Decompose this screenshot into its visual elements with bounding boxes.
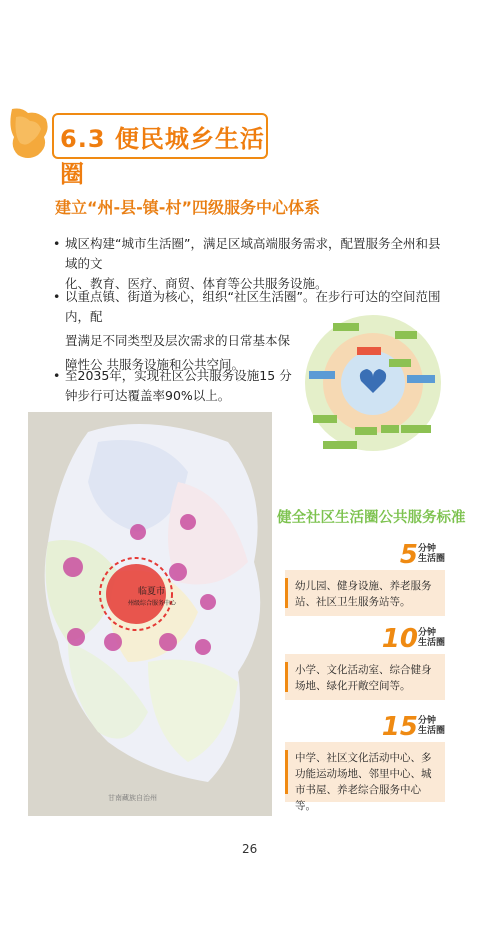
- card-accent-bar: [285, 750, 288, 794]
- diagram-tag: [395, 331, 417, 339]
- card-5-min: [285, 570, 445, 616]
- minutes-number: 5: [399, 540, 418, 570]
- diagram-tag: [333, 323, 359, 331]
- section-title-banner: [8, 107, 270, 188]
- bullet-3: [53, 366, 305, 406]
- town-center-marker: [130, 524, 146, 540]
- bullet-dot: •: [53, 368, 61, 383]
- unit-circle: 生活圈: [417, 554, 445, 564]
- bullet-3-line-1: 至2035年，实现社区公共服务设施15 分: [65, 368, 292, 383]
- bullet-1: [53, 234, 450, 294]
- diagram-tag: [389, 359, 411, 367]
- town-center-marker: [104, 633, 122, 651]
- card-text: 中学、社区文化活动中心、多功能运动场地、邻里中心、城市书屋、养老综合服务中心等。: [295, 752, 432, 812]
- diagram-tag: [309, 371, 335, 379]
- map-city-sub: 州级综合服务中心: [128, 600, 177, 607]
- standard-title: 健全社区生活圈公共服务标准: [277, 510, 466, 526]
- town-center-marker: [195, 639, 211, 655]
- unit-minutes: 分钟: [417, 716, 436, 726]
- unit-minutes: 分钟: [417, 628, 436, 638]
- minutes-number: 10: [381, 624, 418, 654]
- town-center-marker: [200, 594, 216, 610]
- page-title: 6.3 便民城乡生活圈: [60, 125, 265, 188]
- minutes-number: 15: [381, 712, 418, 742]
- page-number: 26: [242, 842, 258, 856]
- unit-circle: 生活圈: [417, 726, 445, 736]
- card-text: 幼儿园、健身设施、养老服务站、社区卫生服务站等。: [295, 580, 432, 608]
- bullet-2-line-3: 障性公 共服务设施和公共空间。: [65, 357, 244, 372]
- bullet-2-line-1: 以重点镇、街道为核心，组织“社区生活圈”。在步行可达的空间范围内，配: [65, 289, 441, 324]
- town-center-marker: [169, 563, 187, 581]
- card-accent-bar: [285, 578, 288, 608]
- diagram-tag: [313, 415, 337, 423]
- town-center-marker: [159, 633, 177, 651]
- bullet-dot: •: [53, 289, 61, 304]
- card-accent-bar: [285, 662, 288, 692]
- diagram-tag: [357, 347, 381, 355]
- diagram-tag: [407, 375, 435, 383]
- unit-circle: 生活圈: [417, 638, 445, 648]
- bullet-1-line-1: 城区构建“城市生活圈”，满足区域高端服务需求，配置服务全州和县域的文: [65, 236, 441, 271]
- town-center-marker: [67, 628, 85, 646]
- region-map-icon: [8, 107, 52, 161]
- town-center-marker: [180, 514, 196, 530]
- card-10-min: [285, 654, 445, 700]
- bullet-1-line-2: 化、教育、医疗、商贸、体育等公共服务设施。: [65, 276, 328, 291]
- tag-5-min: [385, 540, 445, 570]
- subheading: 建立“州-县-镇-村”四级服务中心体系: [55, 198, 320, 217]
- unit-minutes: 分钟: [417, 544, 436, 554]
- bullet-2-line-2: 置满足不同类型及层次需求的日常基本保: [65, 333, 291, 348]
- bullet-dot: •: [53, 236, 61, 251]
- tag-10-min: [380, 624, 445, 654]
- map-city-label: 临夏市: [138, 587, 166, 597]
- community-life-circle-diagram: [303, 313, 443, 453]
- card-text: 小学、文化活动室、综合健身场地、绿化开敞空间等。: [295, 664, 432, 692]
- town-center-marker: [63, 557, 83, 577]
- card-15-min: [285, 742, 445, 812]
- tag-15-min: [380, 712, 445, 742]
- service-center-map: [28, 412, 272, 816]
- map-region-label: 甘南藏族自治州: [108, 794, 157, 802]
- diagram-tag: [401, 425, 431, 433]
- diagram-tag: [323, 441, 357, 449]
- diagram-tag: [381, 425, 399, 433]
- diagram-tag: [355, 427, 377, 435]
- bullet-3-line-2: 钟步行可达覆盖率90%以上。: [65, 388, 231, 403]
